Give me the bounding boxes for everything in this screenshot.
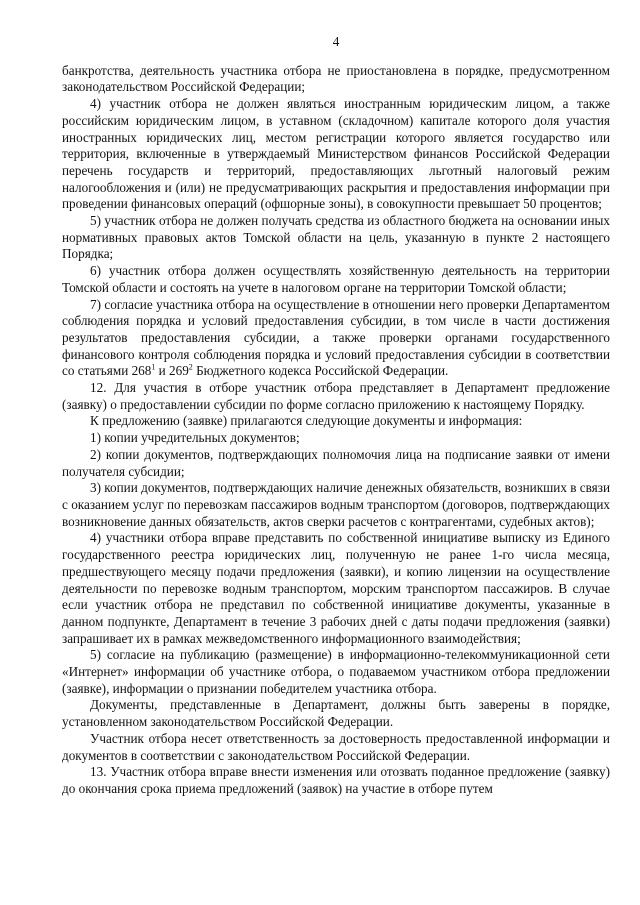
paragraph-attachment-2: 2) копии документов, подтверждающих полномочия лица на подписание заявки от имени получателя субсидии; (62, 446, 610, 479)
superscript-1: 1 (151, 362, 156, 372)
item-7-text-a: 7) согласие участника отбора на осуществление в отношении него проверки Департаментом соблюдения порядка и условий предоставления субсидии, в том числе в части достижения результатов предоставления субсидии, а также проверки органами государственного финансового контроля соблюдения порядка и условий предоставления субсидии в соответствии со статьями 268 (62, 296, 610, 379)
document-page (62, 34, 610, 798)
item-7-text-c: Бюджетного кодекса Российской Федерации. (192, 363, 449, 379)
page-number: 4 (332, 34, 340, 49)
paragraph-attachments-intro: К предложению (заявке) прилагаются следующие документы и информация: (90, 413, 523, 429)
superscript-2: 2 (188, 362, 193, 372)
paragraph-clause-12: 12. Для участия в отборе участник отбора представляет в Департамент предложение (заявку) о предоставлении субсидии по форме согласно приложению к настоящему Порядку. (62, 380, 610, 412)
paragraph-attachment-1: 1) копии учредительных документов; (90, 430, 300, 446)
paragraph-attachment-4: 4) участники отбора вправе представить по собственной инициативе выписку из Единого государственного реестра юридических лиц, полученную не ранее 1-го числа месяца, предшествующего месяцу подачи предложения (заявки), и копию лицензии на осуществление деятельности по перевозке водным транспортом, морским транспортом пассажиров. В случае если участник отбора не представил по собственной инициативе документы, указанные в данном подпункте, Департамент в течение 3 рабочих дней с даты подачи предложения (заявки) запрашивает их в рамках межведомственного информационного взаимодействия; (62, 530, 610, 646)
paragraph-continuation: банкротства, деятельность участника отбора не приостановлена в порядке, предусмотренном законодательством Российской Федерации; (62, 62, 610, 95)
paragraph-certification: Документы, представленные в Департамент, должны быть заверены в порядке, установленном законодательством Российской Федерации. (62, 697, 610, 730)
item-7-text-b: и 269 (155, 363, 189, 379)
paragraph-item-5: 5) участник отбора не должен получать средства из областного бюджета на основании иных нормативных правовых актов Томской области на цель, указанную в пункте 2 настоящего Порядка; (62, 213, 610, 262)
paragraph-item-6: 6) участник отбора должен осуществлять хозяйственную деятельность на территории Томской области и состоять на учете в налоговом органе на территории Томской области; (62, 263, 610, 295)
paragraph-attachment-3: 3) копии документов, подтверждающих наличие денежных обязательств, возникших в связи с оказанием услуг по перевозкам пассажиров водным транспортом (договоров, подтверждающих возникновение данных обязательств, актов сверки расчетов с контрагентами, судебных актов); (62, 480, 610, 529)
paragraph-item-4: 4) участник отбора не должен являться иностранным юридическим лицом, а также российским юридическим лицом, в уставном (складочном) капитале которого доля участия иностранных юридических лиц, местом регистрации которого является государство или территория, включенные в утверждаемый Министерством финансов Российской Федерации перечень государств и территорий, предоставляющих льготный налоговый режим налогообложения и (или) не предусматривающих раскрытия и предоставления информации при проведении финансовых операций (офшорные зоны), в совокупности превышает 50 процентов; (62, 96, 610, 212)
paragraph-item-7 (62, 297, 610, 381)
paragraph-attachment-5: 5) согласие на публикацию (размещение) в информационно-телекоммуникационной сети «Интернет» информации об участнике отбора, о подаваемом участником отбора предложении (заявке), информации о признании победителем участника отбора. (62, 647, 610, 696)
paragraph-responsibility: Участник отбора несет ответственность за достоверность предоставленной информации и документов в соответствии с законодательством Российской Федерации. (62, 730, 610, 763)
paragraph-clause-13: 13. Участник отбора вправе внести изменения или отозвать поданное предложение (заявку) до окончания срока приема предложений (заявок) на участие в отборе путем (62, 764, 610, 796)
